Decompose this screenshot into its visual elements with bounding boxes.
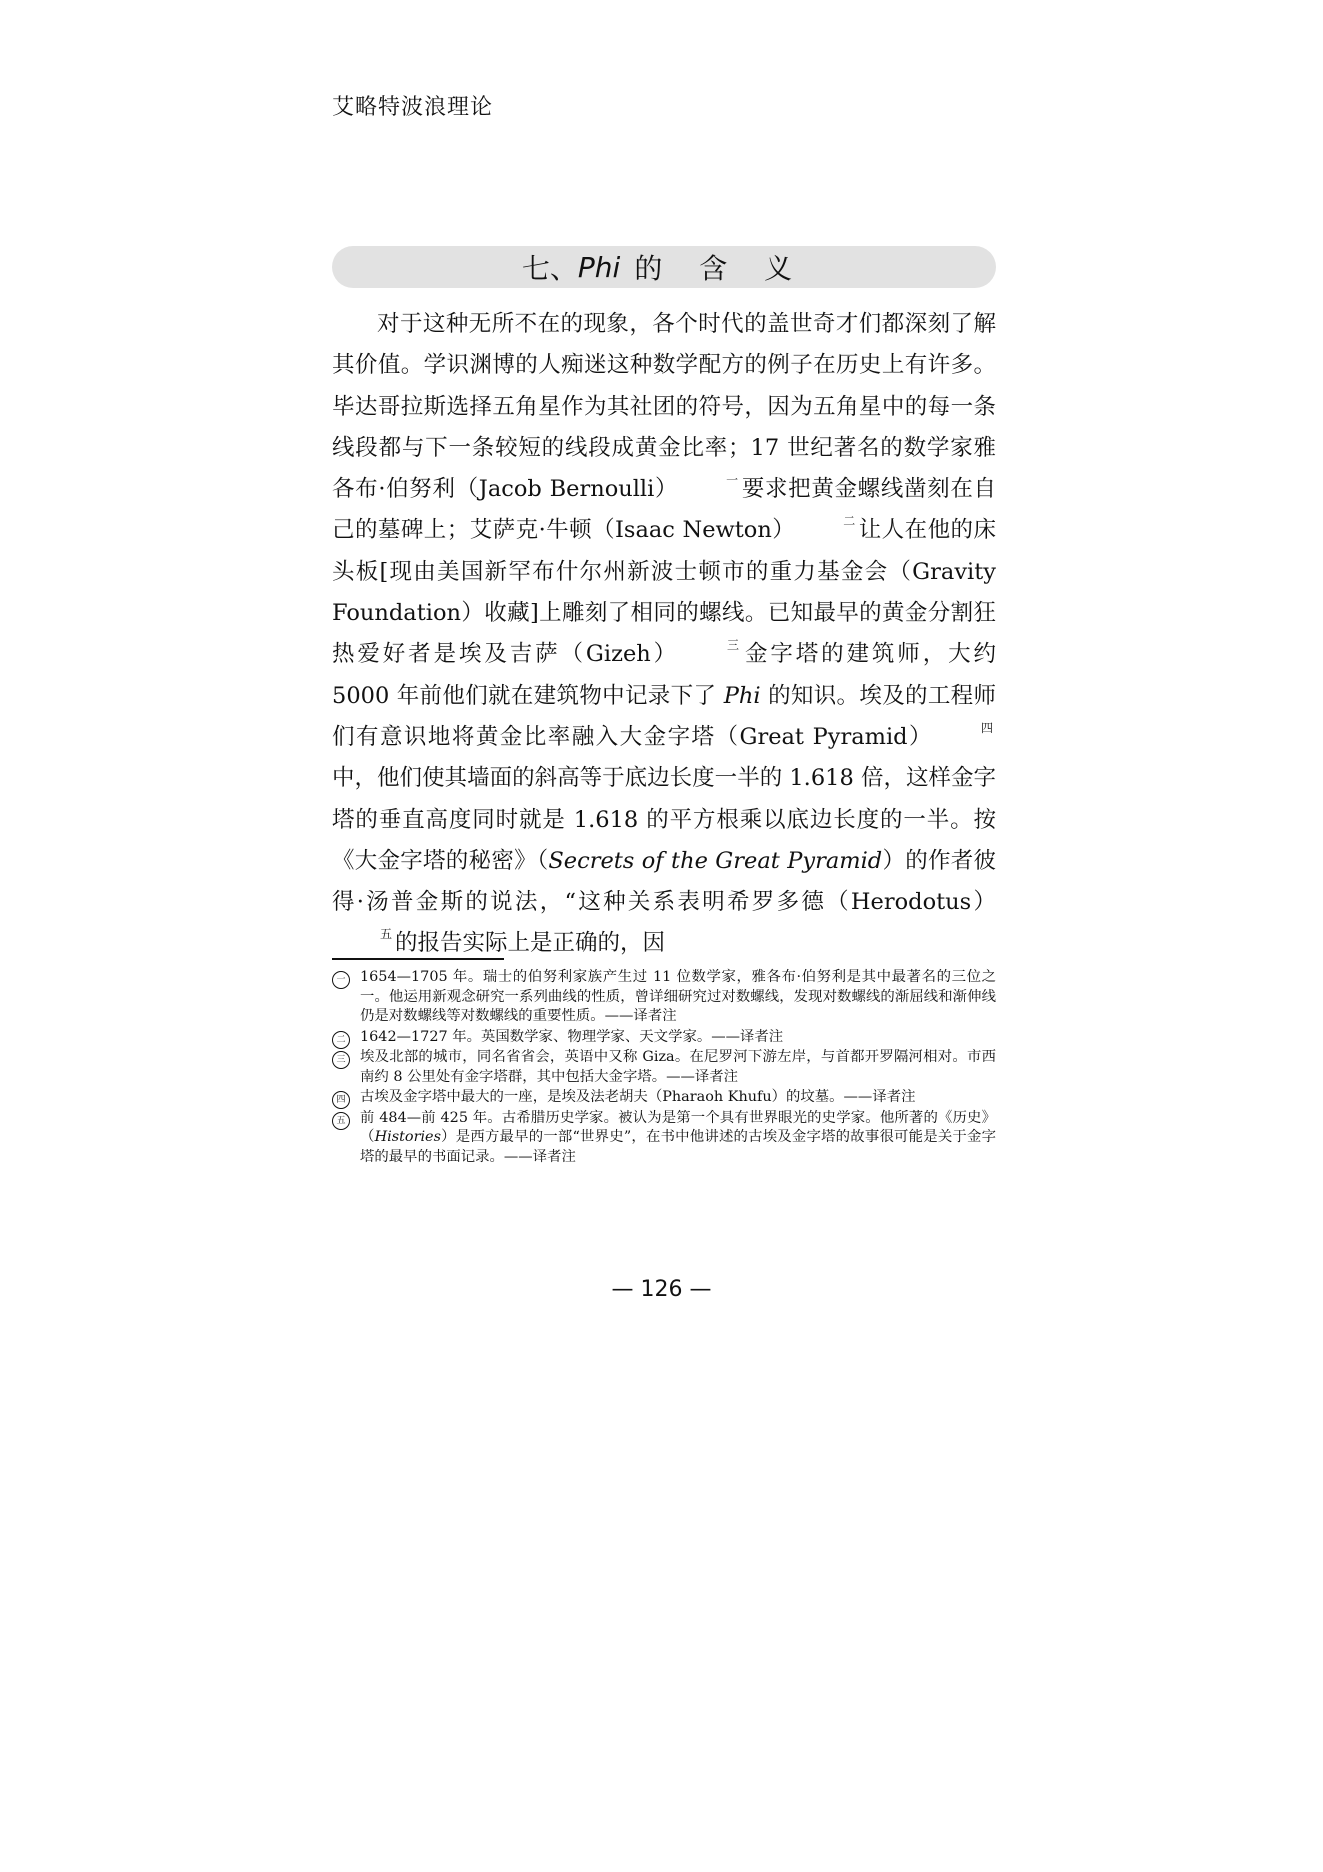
- footnote-text: 1654—1705 年。瑞士的伯努利家族产生过 11 位数学家，雅各布·伯努利是其中最著名的三位之一。他运用新观念研究一系列曲线的性质，曾详细研究过对数螺线，发现对数螺线的渐屈线和渐伸线仍是对数螺线等对数螺线的重要性质。——译者注: [360, 969, 996, 1024]
- page-number: — 126 —: [611, 1277, 712, 1302]
- section-title: 的 含 义: [634, 252, 807, 285]
- footnote: [332, 1109, 996, 1168]
- footnote-text: 古埃及金字塔中最大的一座，是埃及法老胡夫（Pharaoh Khufu）的坟墓。——译者注: [360, 1089, 916, 1105]
- footnote-ref[interactable]: 三: [727, 638, 740, 653]
- footnote-mark: 五: [332, 1112, 350, 1130]
- footnote: [332, 1088, 996, 1108]
- footnote-ref[interactable]: 二: [843, 514, 856, 529]
- footnote-mark: 三: [332, 1051, 350, 1069]
- footnote-mark: 四: [332, 1091, 350, 1109]
- footnote-ref[interactable]: 一: [726, 473, 739, 488]
- footnote-text: 1642—1727 年。英国数学家、物理学家、天文学家。——译者注: [360, 1028, 784, 1045]
- section-heading: [332, 246, 996, 288]
- body-paragraph: 对于这种无所不在的现象，各个时代的盖世奇才们都深刻了解其价值。学识渊博的人痴迷这种数学配方的例子在历史上有许多。毕达哥拉斯选择五角星作为其社团的符号，因为五角星中的每一条线段都与下一条较短的线段成黄金比率；17 世纪著名的数学家雅各布·伯努利（Jacob Bernoulli） 一 要求把黄金螺线凿刻在自己的墓碑上；艾萨克·牛顿（Isaac Newton） 二 让人在他的床头板[现由美国新罕布什尔州新波士顿市的重力基金会（Gravity Foundation）收藏]上雕刻了相同的螺线。已知最早的黄金分割狂热爱好者是埃及吉萨（Gizeh） 三 金字塔的建筑师，大约 5000 年前他们就在建筑物中记录下了 Phi 的知识。埃及的工程师们有意识地将黄金比率融入大金字塔（Great Pyramid） 四中，他们使其墙面的斜高等于底边长度一半的 1.618 倍，这样金字塔的垂直高度同时就是 1.618 的平方根乘以底边长度的一半。按《大金字塔的秘密》（Secrets of the Great Pyramid）的作者彼得·汤普金斯的说法，“这种关系表明希罗多德（Herodotus）五 的报告实际上是正确的，因: [332, 311, 996, 957]
- running-head: 艾略特波浪理论: [332, 95, 494, 120]
- footnote: [332, 968, 996, 1027]
- section-number: 七、: [521, 252, 578, 285]
- footnote-ref[interactable]: 四: [980, 720, 993, 735]
- section-title-italic: Phi: [577, 250, 621, 284]
- footnote: [332, 1028, 996, 1048]
- footnote-ref[interactable]: 五: [380, 927, 393, 942]
- footnote-mark: 二: [332, 1031, 350, 1049]
- footnotes: [332, 968, 996, 1168]
- footnote-mark: 一: [332, 971, 350, 989]
- footnote-text: 埃及北部的城市，同名省省会，英语中又称 Giza。在尼罗河下游左岸，与首都开罗隔河相对。市西南约 8 公里处有金字塔群，其中包括大金字塔。——译者注: [360, 1049, 996, 1085]
- footnote-divider: [332, 958, 504, 960]
- footnote: [332, 1048, 996, 1087]
- footnote-text: 前 484—前 425 年。古希腊历史学家。被认为是第一个具有世界眼光的史学家。他所著的《历史》（Histories）是西方最早的一部“世界史”，在书中他讲述的古埃及金字塔的故事很可能是关于金字塔的最早的书面记录。——译者注: [360, 1109, 996, 1165]
